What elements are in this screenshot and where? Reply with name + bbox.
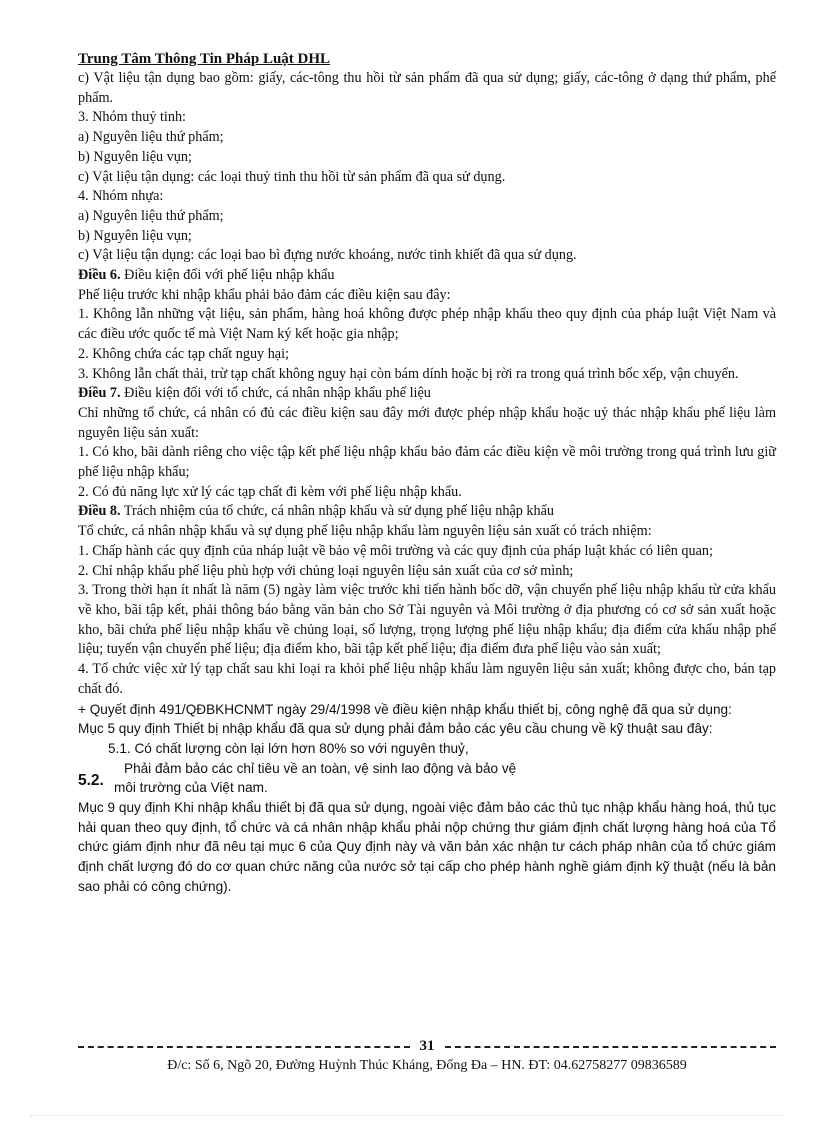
article-7-label: Điều 7. <box>78 385 121 402</box>
document-page <box>78 50 776 897</box>
paragraph: c) Vật liệu tận dụng: các loại thuỷ tinh thu hồi từ sản phẩm đã qua sử dụng. <box>78 168 506 185</box>
page-header: Trung Tâm Thông Tin Pháp Luật DHL <box>78 51 331 67</box>
footer-dash-left <box>78 1046 410 1048</box>
paragraph: 1. Không lẫn những vật liệu, sản phẩm, hàng hoá không được phép nhập khẩu theo quy định của pháp luật Việt Nam và các điều ước quốc tế mà Việt Nam ký kết hoặc gia nhập; <box>78 306 776 343</box>
paragraph: Tổ chức, cá nhân nhập khẩu và sự dụng phế liệu nhập khẩu làm nguyên liệu sản xuất có trách nhiệm: <box>78 523 652 540</box>
item-5-2-line: Phải đảm bảo các chỉ tiêu về an toàn, vệ sinh lao động và bảo vệ <box>124 760 517 776</box>
paragraph: c) Vật liệu tận dụng: các loại bao bì đựng nước khoáng, nước tinh khiết đã qua sử dụng. <box>78 247 577 264</box>
paragraph: 4. Tổ chức việc xử lý tạp chất sau khi loại ra khỏi phế liệu nhập khẩu làm nguyên liệu sản xuất; không được cho, bán tạp chất đó. <box>78 661 776 697</box>
item-5-2-text <box>114 759 776 798</box>
muc-5: Mục 5 quy định Thiết bị nhập khẩu đã qua sử dụng phải đảm bảo các yêu cầu chung về kỹ thuật sau đây: <box>78 721 713 737</box>
paragraph: c) Vật liệu tận dụng bao gồm: giấy, các-tông thu hồi từ sản phẩm đã qua sử dụng; giấy, các-tông ở dạng thứ phẩm, phế phẩm. <box>78 70 776 106</box>
article-6-label: Điều 6. <box>78 267 121 284</box>
article-7-title: Điều kiện đối với tổ chức, cá nhân nhập khẩu phế liệu <box>120 385 431 402</box>
paragraph: Chỉ những tổ chức, cá nhân có đủ các điều kiện sau đây mới được phép nhập khẩu hoặc uỷ thác nhập khẩu phế liệu làm nguyên liệu sản xuất: <box>78 404 776 441</box>
paragraph: 1. Chấp hành các quy định của nháp luật về bảo vệ môi trường và các quy định của pháp luật khác có liên quan; <box>78 542 713 559</box>
paragraph: b) Nguyên liệu vụn; <box>78 227 192 244</box>
item-5-2-line: môi trường của Việt nam. <box>114 780 268 796</box>
paragraph: b) Nguyên liệu vụn; <box>78 148 192 165</box>
page-bottom-border <box>30 1115 786 1116</box>
footer-dash-right <box>445 1046 777 1048</box>
paragraph: 2. Chỉ nhập khẩu phế liệu phù hợp với chủng loại nguyên liệu sản xuất của cơ sở mình; <box>78 562 574 579</box>
paragraph: 3. Trong thời hạn ít nhất là năm (5) ngày làm việc trước khi tiến hành bốc dỡ, vận chuyển phế liệu nhập khẩu từ cửa khẩu về kho, bãi tập kết, phải thông báo bằng văn bản cho Sở Tài nguyên và Môi trường ở địa phương có cơ sở sản xuất hoặc kho, bãi chứa phế liệu nhập khẩu về chủng loại, số lượng, trọng lượng phế liệu nhập khẩu; địa điểm cửa khẩu nhập phế liệu; tuyến vận chuyển phế liệu; địa điểm kho, bãi tập kết phế liệu; địa điểm đưa phế liệu vào sản xuất; <box>78 582 776 658</box>
article-6-title: Điều kiện đối với phế liệu nhập khẩu <box>120 267 335 284</box>
paragraph: 3. Không lẫn chất thải, trừ tạp chất không nguy hại còn bám dính hoặc bị rời ra trong quá trình bốc xếp, vận chuyển. <box>78 365 739 382</box>
paragraph: a) Nguyên liệu thứ phẩm; <box>78 129 224 146</box>
page-number: 31 <box>419 1038 435 1054</box>
article-7-heading <box>78 384 776 404</box>
article-6-heading <box>78 266 776 286</box>
article-8-heading <box>78 502 776 522</box>
article-8-label: Điều 8. <box>78 503 121 520</box>
paragraph: 2. Không chứa các tạp chất nguy hại; <box>78 345 289 362</box>
paragraph: 3. Nhóm thuỷ tinh: <box>78 109 186 126</box>
item-5-1: 5.1. Có chất lượng còn lại lớn hơn 80% so với nguyên thuỷ, <box>108 740 469 756</box>
decision-intro: + Quyết định 491/QĐBKHCNMT ngày 29/4/1998 về điều kiện nhập khẩu thiết bị, công nghệ đã qua sử dụng: <box>78 701 732 717</box>
footer-rule <box>78 1038 776 1055</box>
paragraph: 2. Có đủ năng lực xử lý các tạp chất đi kèm với phế liệu nhập khẩu. <box>78 483 462 500</box>
footer-address: Đ/c: Số 6, Ngõ 20, Đường Huỳnh Thúc Kháng, Đống Đa – HN. ĐT: 04.62758277 09836589 <box>167 1058 687 1073</box>
item-5-2-number: 5.2. <box>78 771 104 789</box>
paragraph: a) Nguyên liệu thứ phẩm; <box>78 207 224 224</box>
article-8-title: Trách nhiệm của tổ chức, cá nhân nhập khẩu và sử dụng phế liệu nhập khẩu <box>120 503 554 520</box>
paragraph: 1. Có kho, bãi dành riêng cho việc tập kết phế liệu nhập khẩu bảo đảm các điều kiện về môi trường trong quá trình lưu giữ phế liệu nhập khẩu; <box>78 444 776 481</box>
paragraph: 4. Nhóm nhựa: <box>78 188 164 205</box>
muc-9: Mục 9 quy định Khi nhập khẩu thiết bị đã qua sử dụng, ngoài việc đảm bảo các thủ tục nhập khẩu hàng hoá, thủ tục hải quan theo quy định, tổ chức và cá nhân nhập khẩu phải nộp chứng thư giám định chất lượng hàng hoá của Tổ chức giám định như đã nêu tại mục 6 của Quy định này và văn bản xác nhận tư cách pháp nhân của tổ chức giám định chất lượng đó do cơ quan chức năng của nước sở tại cấp cho phép hành nghề giám định kỹ thuật (nếu là bản sao phải có công chứng). <box>78 800 776 894</box>
paragraph: Phế liệu trước khi nhập khẩu phải bảo đảm các điều kiện sau đây: <box>78 286 451 303</box>
item-5-2 <box>78 759 776 798</box>
